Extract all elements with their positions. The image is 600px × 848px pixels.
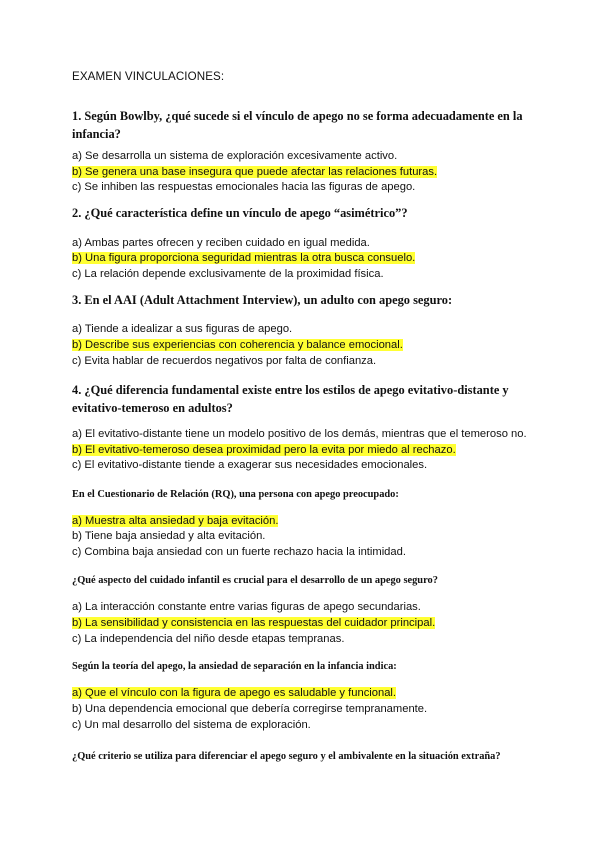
question-7-option-a [72, 686, 396, 701]
question-2-option-b [72, 251, 415, 266]
question-4-option-a: a) El evitativo-distante tiene un modelo positivo de los demás, mientras que el temeroso no. [72, 428, 527, 440]
question-3-option-a: a) Tiende a idealizar a sus figuras de apego. [72, 323, 293, 335]
question-8: ¿Qué criterio se utiliza para diferenciar el apego seguro y el ambivalente en la situación extraña? [72, 751, 501, 762]
question-5: En el Cuestionario de Relación (RQ), una persona con apego preocupado: [72, 489, 399, 500]
question-1-option-c: c) Se inhiben las respuestas emocionales hacia las figuras de apego. [72, 181, 416, 193]
question-4: 4. ¿Qué diferencia fundamental existe entre los estilos de apego evitativo-distante y evitativo-temeroso en adultos? [72, 383, 509, 415]
question-1: 1. Según Bowlby, ¿qué sucede si el vínculo de apego no se forma adecuadamente en la infancia? [72, 109, 523, 141]
question-3-option-c: c) Evita hablar de recuerdos negativos por falta de confianza. [72, 355, 377, 367]
question-6-option-c: c) La independencia del niño desde etapas tempranas. [72, 633, 345, 645]
highlight-mark: b) Describe sus experiencias con coherencia y balance emocional. [72, 339, 403, 351]
question-3: 3. En el AAI (Adult Attachment Interview), un adulto con apego seguro: [72, 293, 453, 307]
question-1-option-b [72, 165, 437, 180]
question-6-option-b [72, 616, 435, 631]
question-7: Según la teoría del apego, la ansiedad de separación en la infancia indica: [72, 661, 397, 672]
question-7-option-c: c) Un mal desarrollo del sistema de exploración. [72, 719, 311, 731]
question-4-option-c: c) El evitativo-distante tiende a exagerar sus necesidades emocionales. [72, 459, 428, 471]
highlight-mark: b) Se genera una base insegura que puede afectar las relaciones futuras. [72, 166, 438, 178]
highlight-mark: b) Una figura proporciona seguridad mientras la otra busca consuelo. [72, 252, 416, 264]
question-2: 2. ¿Qué característica define un vínculo de apego “asimétrico”? [72, 206, 408, 220]
question-5-option-a [72, 514, 278, 529]
question-3-option-b [72, 338, 403, 353]
highlight-mark: a) Muestra alta ansiedad y baja evitación. [72, 515, 279, 527]
highlight-mark: b) El evitativo-temeroso desea proximidad pero la evita por miedo al rechazo. [72, 444, 456, 456]
exam-title: EXAMEN VINCULACIONES: [72, 70, 225, 83]
question-1-option-a: a) Se desarrolla un sistema de exploración excesivamente activo. [72, 150, 398, 162]
question-6-option-a: a) La interacción constante entre varias figuras de apego secundarias. [72, 601, 421, 613]
question-6: ¿Qué aspecto del cuidado infantil es crucial para el desarrollo de un apego seguro? [72, 575, 438, 586]
question-2-option-a: a) Ambas partes ofrecen y reciben cuidado en igual medida. [72, 237, 370, 249]
question-2-option-c: c) La relación depende exclusivamente de la proximidad física. [72, 268, 384, 280]
highlight-mark: a) Que el vínculo con la figura de apego es saludable y funcional. [72, 687, 397, 699]
highlight-mark: b) La sensibilidad y consistencia en las respuestas del cuidador principal. [72, 617, 436, 629]
question-5-option-b: b) Tiene baja ansiedad y alta evitación. [72, 530, 266, 542]
question-7-option-b: b) Una dependencia emocional que debería corregirse tempranamente. [72, 703, 428, 715]
question-4-option-b [72, 443, 456, 458]
question-5-option-c: c) Combina baja ansiedad con un fuerte rechazo hacia la intimidad. [72, 546, 406, 558]
